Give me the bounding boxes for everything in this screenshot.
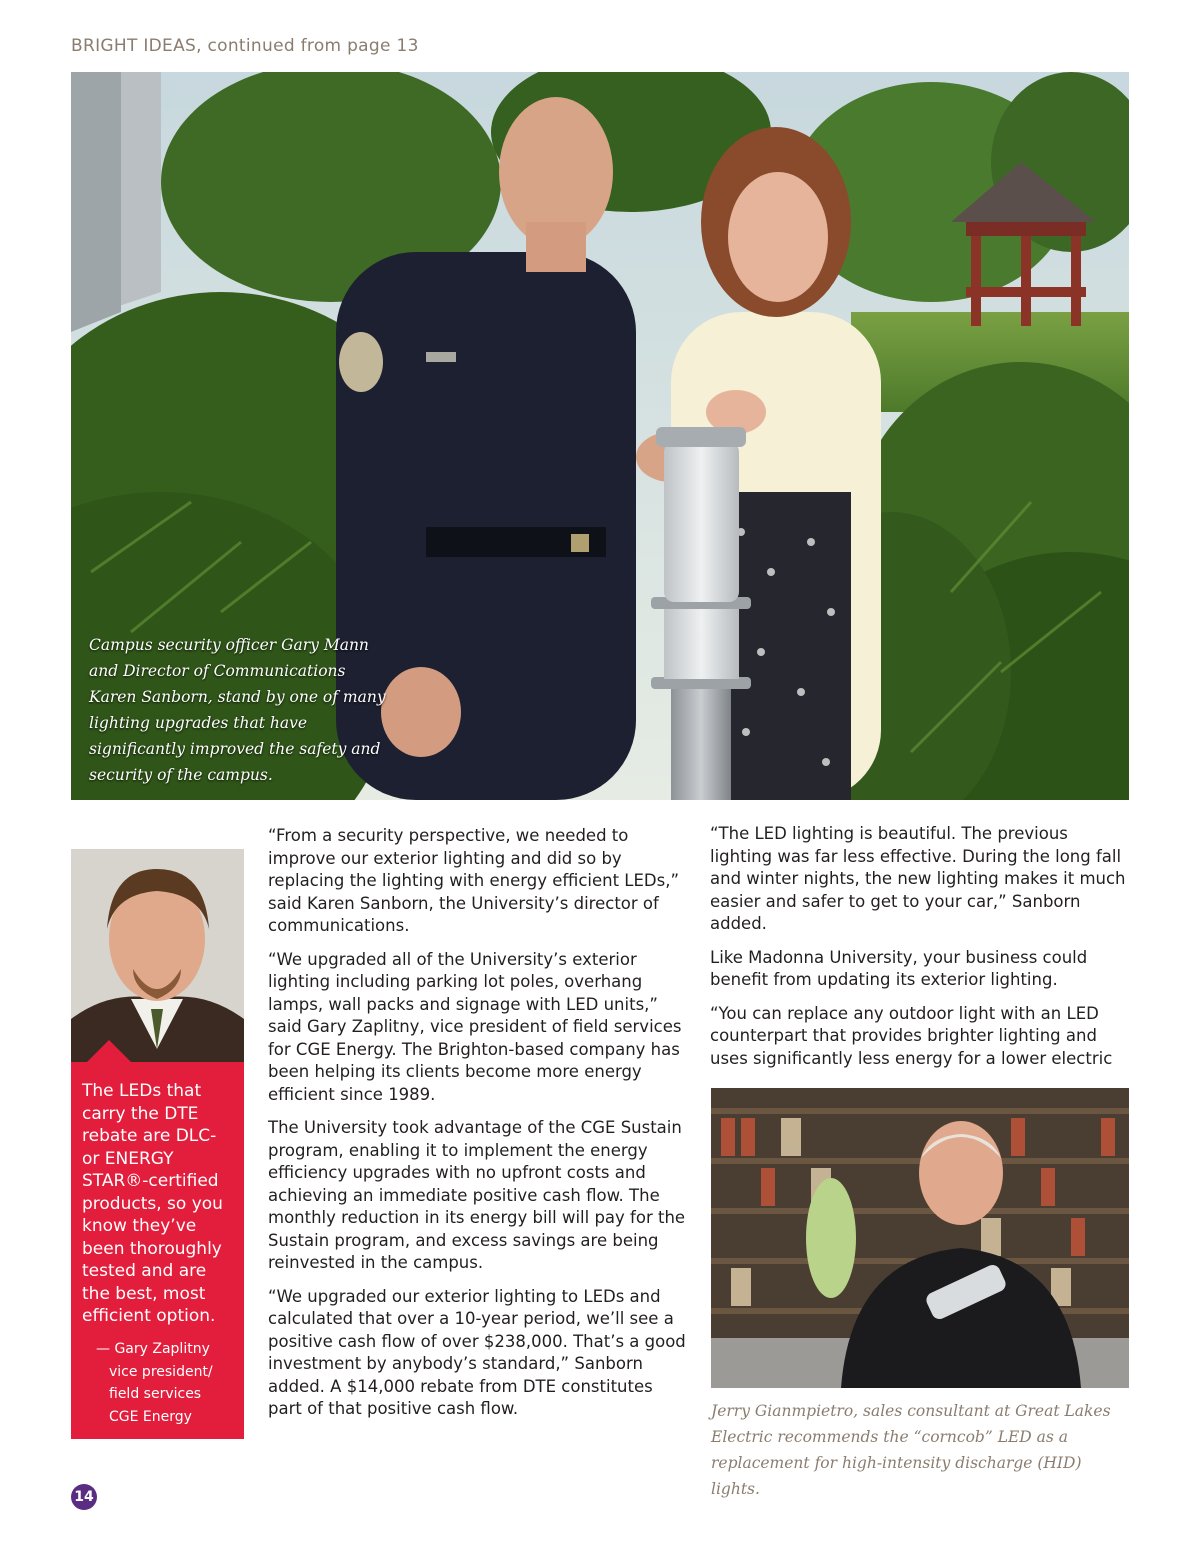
paragraph: Like Madonna University, your business could benefit from updating its exterior lighting. [710,947,1088,989]
article-middle-column [268,825,688,1432]
pull-quote-box [71,1062,244,1439]
hero-caption: Campus security officer Gary Mann and Director of Communications Karen Sanborn, stand by one of many lighting upgrades that have significantly improved the safety and security of the campus. [89,636,386,784]
attribution-company: CGE Energy [109,1408,192,1425]
store-photo-illustration [711,1088,1129,1388]
attribution-title-1: vice president/ [109,1363,213,1380]
portrait-photo [71,849,244,1062]
portrait-illustration [71,849,244,1062]
store-photo [711,1088,1129,1388]
pull-quote-attribution [96,1338,241,1428]
paragraph: “We upgraded all of the University’s exterior lighting including parking lot poles, overhang lamps, wall packs and signage with LED units,” said Gary Zaplitny, vice president of field services for CGE Energy. The Brighton-based company has been helping its clients become more energy efficient since 1989. [268,949,682,1104]
attribution-title-2: field services [109,1386,202,1402]
running-head: BRIGHT IDEAS, continued from page 13 [71,36,419,56]
paragraph: “We upgraded our exterior lighting to LEDs and calculated that over a 10-year period, we’ll see a positive cash flow of over $238,000. That’s a good investment by anybody’s standard,” Sanborn added. A $14,000 rebate from DTE constitutes part of that positive cash flow. [268,1286,686,1418]
paragraph: “You can replace any outdoor light with an LED counterpart that provides brighter lighting and uses significantly less energy for a lower electric [710,1003,1113,1068]
paragraph: The University took advantage of the CGE Sustain program, enabling it to implement the energy efficiency upgrades with no upfront costs and achieving an immediate positive cash flow. The monthly reduction in its energy bill will pay for the Sustain program, and excess savings are being reinvested in the campus. [268,1118,686,1272]
hero-photo [71,72,1129,800]
paragraph: “From a security perspective, we needed to improve our exterior lighting and did so by replacing the lighting with energy efficient LEDs,” said Karen Sanborn, the University’s director of communications. [268,826,680,935]
paragraph: “The LED lighting is beautiful. The previous lighting was far less effective. During the long fall and winter nights, the new lighting makes it much easier and safer to get to your car,” Sanborn added. [710,824,1126,933]
store-photo-caption: Jerry Gianmpietro, sales consultant at Great Lakes Electric recommends the “corncob” LED as a replacement for high-intensity discharge (HID) lights. [711,1402,1111,1498]
pull-quote-notch [87,1040,131,1062]
article-right-column [710,823,1128,1081]
page-number-badge: 14 [71,1484,97,1510]
pull-quote-text: The LEDs that carry the DTE rebate are DLC- or ENERGY STAR®-certified products, so you know they’ve been thoroughly tested and are the best, most efficient option. [82,1081,223,1326]
attribution-name: — Gary Zaplitny [96,1341,210,1357]
